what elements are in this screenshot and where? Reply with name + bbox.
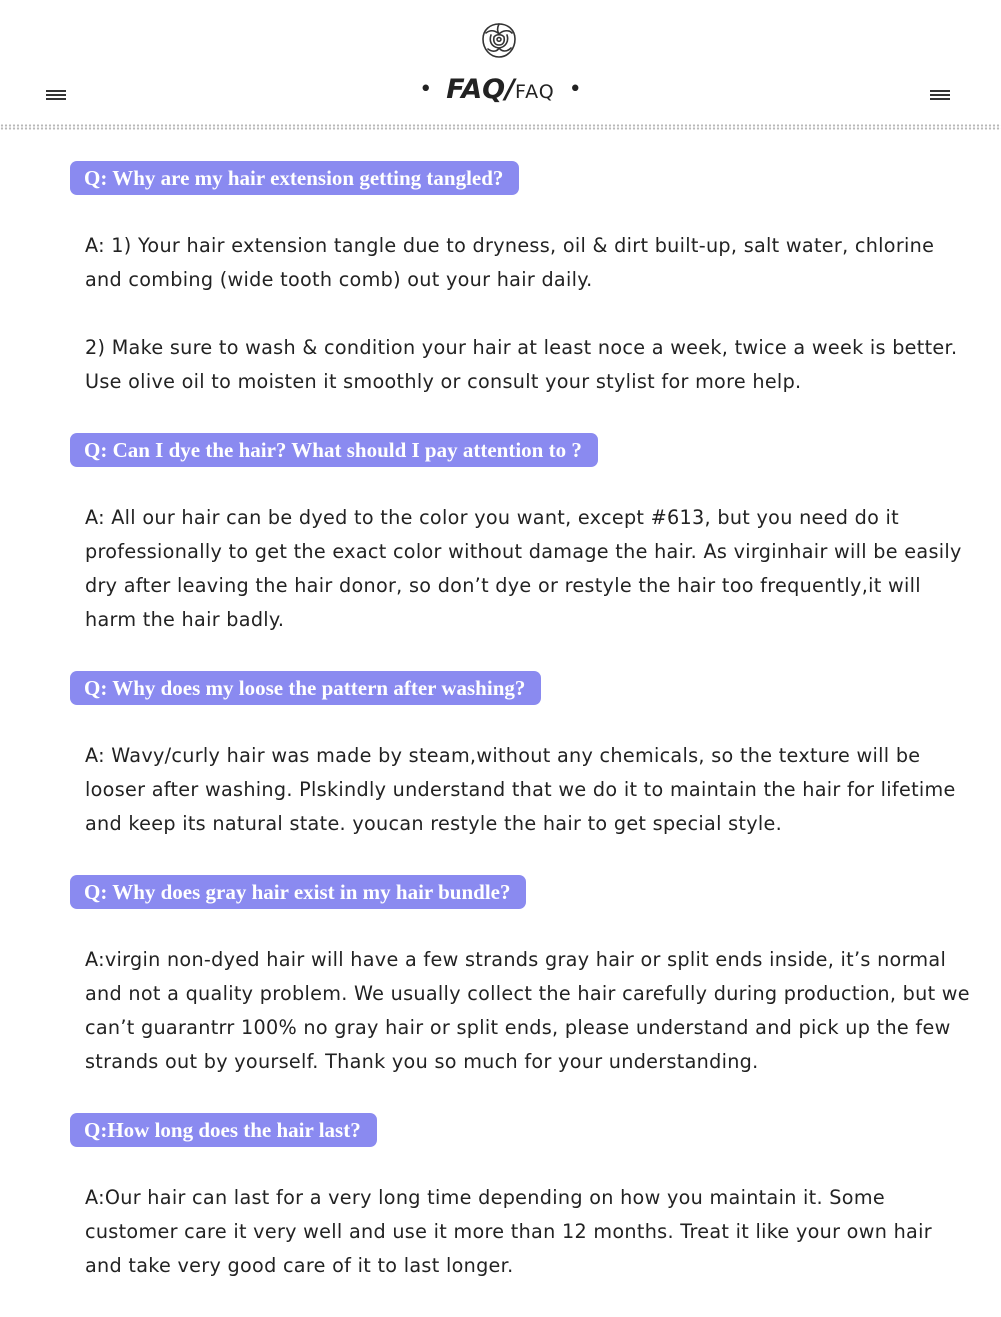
bullet-dot: • <box>419 77 433 102</box>
answer-paragraph: A: All our hair can be dyed to the color you want, except #613, but you need do it professionally to get the exact color without damage the hair. As virginhair will be easily dry after leaving the hair donor, so don’t dye or restyle the hair too frequently,it will harm the hair badly. <box>85 506 962 631</box>
title-main: FAQ/ <box>446 74 515 105</box>
rose-icon <box>478 21 520 61</box>
answer-text <box>70 195 970 433</box>
faq-item <box>70 433 970 671</box>
answer-paragraph: A: 1) Your hair extension tangle due to dryness, oil & dirt built-up, salt water, chlorine and combing (wide tooth comb) out your hair daily. <box>85 234 935 291</box>
title-sub: FAQ <box>514 81 555 103</box>
faq-item <box>70 161 970 433</box>
answer-text <box>70 705 970 875</box>
faq-item <box>70 1113 970 1317</box>
answer-paragraph: A: Wavy/curly hair was made by steam,without any chemicals, so the texture will be looser after washing. Plskindly understand that we do it to maintain the hair for lifetime and keep its natural state. youcan restyle the hair to get special style. <box>85 744 956 835</box>
question-pill: Q: Why does my loose the pattern after washing? <box>70 671 541 705</box>
page-title <box>0 74 1001 106</box>
faq-item <box>70 671 970 875</box>
answer-paragraph: 2) Make sure to wash & condition your hair at least noce a week, twice a week is better. Use olive oil to moisten it smoothly or consult your stylist for more help. <box>85 336 958 393</box>
answer-text <box>70 1147 970 1317</box>
question-pill: Q:How long does the hair last? <box>70 1113 377 1147</box>
menu-icon[interactable] <box>930 90 950 99</box>
bullet-dot: • <box>568 77 582 102</box>
question-pill: Q: Why does gray hair exist in my hair bundle? <box>70 875 526 909</box>
answer-paragraph: A:virgin non-dyed hair will have a few strands gray hair or split ends inside, it’s normal and not a quality problem. We usually collect the hair carefully during production, but we can’t guarantrr 100% no gray hair or split ends, please understand and pick up the few strands out by yourself. Thank you so much for your understanding. <box>85 948 970 1073</box>
dotted-divider <box>0 124 1001 130</box>
question-pill: Q: Can I dye the hair? What should I pay attention to ? <box>70 433 598 467</box>
faq-header <box>0 72 1001 116</box>
answer-text <box>70 467 970 671</box>
question-pill: Q: Why are my hair extension getting tangled? <box>70 161 519 195</box>
faq-list <box>70 161 970 1317</box>
faq-item <box>70 875 970 1113</box>
answer-text <box>70 909 970 1113</box>
answer-paragraph: A:Our hair can last for a very long time depending on how you maintain it. Some customer care it very well and use it more than 12 months. Treat it like your own hair and take very good care of it to last longer. <box>85 1186 932 1277</box>
